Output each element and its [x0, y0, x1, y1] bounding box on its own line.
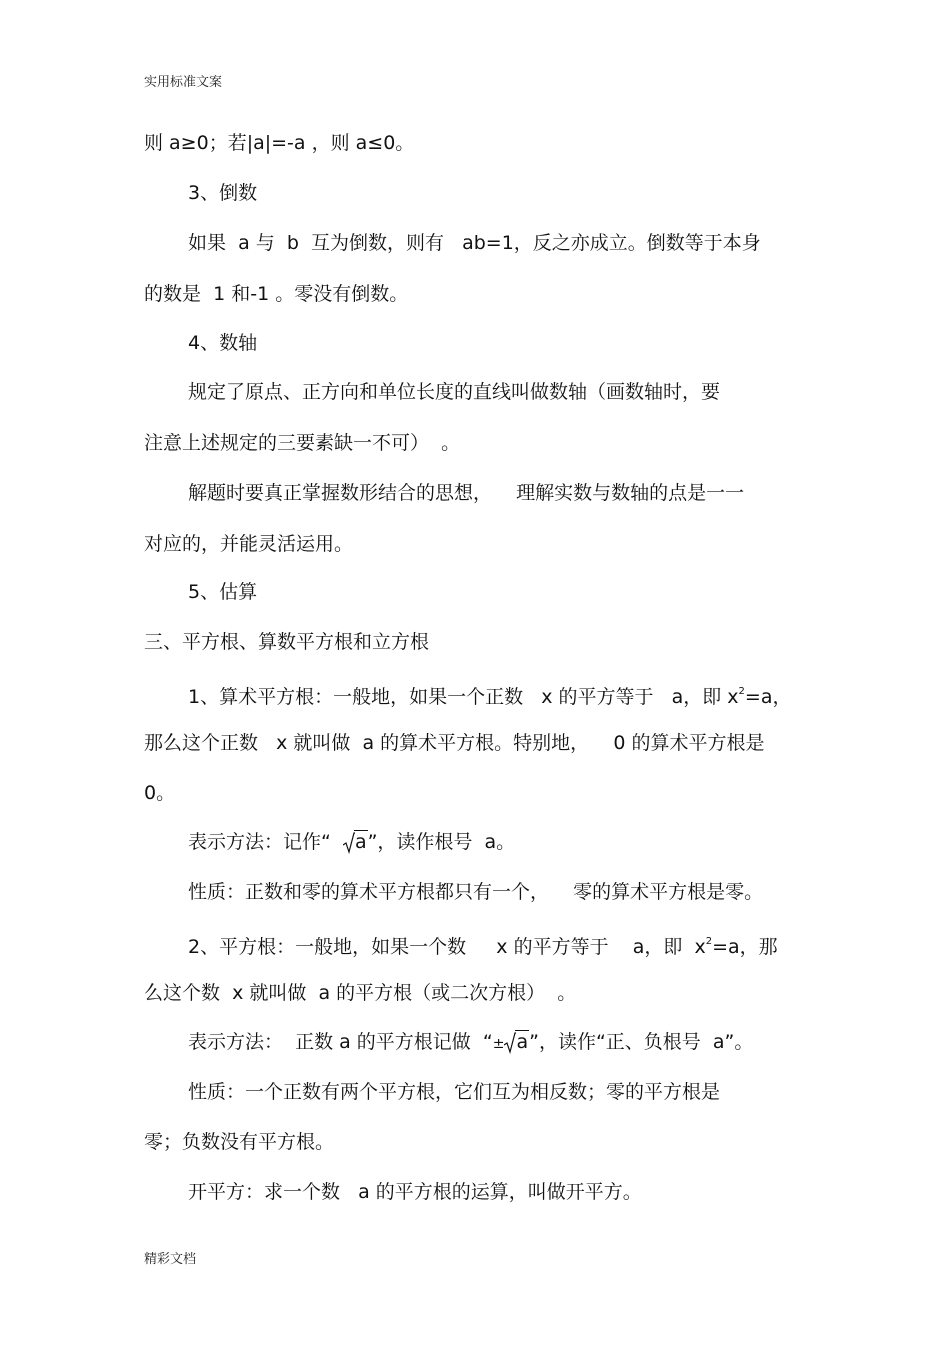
text-line: 对应的，并能灵活运用。 [144, 533, 354, 555]
text-line: 规定了原点、正方向和单位长度的直线叫做数轴（画数轴时，要 [188, 381, 721, 403]
text-segment: ”，读作根号 a。 [367, 831, 516, 853]
square-root-symbol [343, 830, 368, 854]
text-segment: =a， [744, 686, 792, 708]
text-segment: 2、平方根：一般地，如果一个数 x 的平方等于 a，即 x [188, 936, 706, 958]
section-heading: 4、数轴 [188, 332, 258, 354]
text-segment: 表示方法： 正数 a 的平方根记做 “ [188, 1031, 493, 1053]
text-line: 性质：正数和零的算术平方根都只有一个， 零的算术平方根是零。 [188, 881, 764, 903]
text-segment: 1、算术平方根：一般地，如果一个正数 x 的平方等于 a，即 x [188, 686, 739, 708]
text-line [188, 930, 778, 959]
page-header: 实用标准文案 [144, 75, 223, 90]
text-line: 开平方：求一个数 a 的平方根的运算，叫做开平方。 [188, 1181, 642, 1203]
radical-sign-icon [343, 832, 355, 854]
radical-sign-icon [504, 1032, 516, 1054]
text-line: 解题时要真正掌握数形结合的思想， 理解实数与数轴的点是一一 [188, 482, 745, 504]
superscript: 2 [738, 686, 745, 697]
chapter-heading: 三、平方根、算数平方根和立方根 [144, 631, 430, 653]
radicand: a [516, 1031, 529, 1053]
text-line: 注意上述规定的三要素缺一不可） 。 [144, 432, 461, 454]
text-line: 则 a≥0；若|a|=-a ，则 a≤0。 [144, 132, 415, 154]
text-line: 么这个数 x 就叫做 a 的平方根（或二次方根） 。 [144, 982, 577, 1004]
text-line: 的数是 1 和-1 。零没有倒数。 [144, 283, 409, 305]
superscript: 2 [705, 936, 713, 947]
radicand: a [354, 831, 367, 853]
text-line: 性质：一个正数有两个平方根，它们互为相反数；零的平方根是 [188, 1081, 721, 1103]
section-heading: 5、估算 [188, 581, 258, 603]
text-line: 那么这个正数 x 就叫做 a 的算术平方根。特别地， 0 的算术平方根是 [144, 732, 765, 754]
text-segment: 表示方法：记作“ [188, 831, 343, 853]
text-line [188, 830, 515, 854]
text-line: 0。 [144, 782, 176, 804]
square-root-symbol [504, 1030, 529, 1054]
text-segment: =a，那 [712, 936, 778, 958]
page-footer: 精彩文档 [144, 1252, 197, 1267]
text-line [188, 1030, 753, 1056]
text-line: 零；负数没有平方根。 [144, 1131, 335, 1153]
text-segment: ”，读作“正、负根号 a”。 [529, 1031, 754, 1053]
text-line [188, 680, 792, 709]
plus-minus-sign: ± [492, 1036, 505, 1052]
section-heading: 3、倒数 [188, 182, 258, 204]
text-line: 如果 a 与 b 互为倒数，则有 ab=1，反之亦成立。倒数等于本身 [188, 232, 761, 254]
